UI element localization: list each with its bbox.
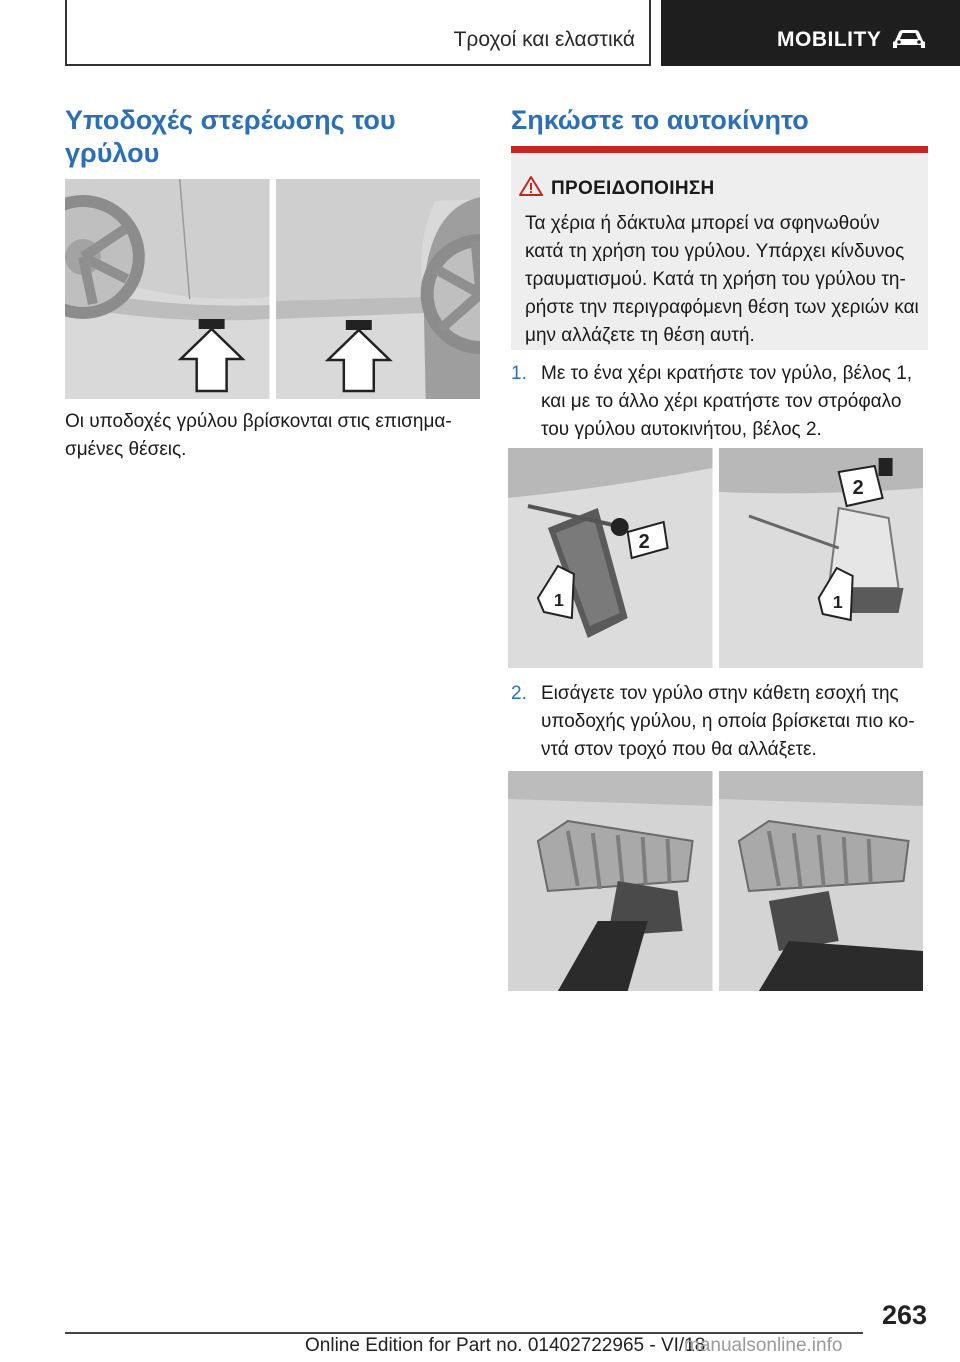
warning-text: Τα χέρια ή δάκτυλα μπορεί να σφηνωθούν κατά τη χρήση του γρύλου. Υπάρχει κίνδυνος τραυματισμού. Κατά τη χρήση του γρύλου τηρήστε την περιγραφόμενη θέση των χεριών και μην αλλάζετε τη θέση αυτή.: [525, 213, 919, 346]
hold-jack-image-left: [508, 448, 713, 668]
car-icon: [891, 27, 927, 51]
arrow-1-label: 1: [553, 589, 564, 611]
insert-jack-image-left: [508, 771, 713, 991]
chapter-tab: [65, 0, 651, 66]
step-number: 1.: [511, 363, 527, 384]
insert-jack-figure: [508, 771, 923, 991]
hold-jack-figure: [508, 448, 923, 668]
jack-point-rear-image: [276, 179, 481, 399]
arrow-2-label-right: 2: [852, 476, 864, 500]
footer-watermark: manualsonline.info: [684, 1335, 843, 1356]
arrow-2-label: 2: [638, 530, 650, 554]
jack-point-front-image: [65, 179, 270, 399]
lift-vehicle-title: Σηκώστε το αυτοκίνητο: [511, 105, 809, 135]
step-text: Με το ένα χέρι κρατήστε τον γρύλο, βέλος 1, και με το άλλο χέρι κρατήστε τον στρόφαλο του γρύλου αυτοκινήτου, βέλος 2.: [541, 363, 913, 440]
hold-jack-image-right: [719, 448, 924, 668]
section-title: MOBILITY: [777, 28, 882, 51]
jack-points-figure: [65, 179, 480, 399]
warning-heading: ΠΡΟΕΙΔΟΠΟΙΗΣΗ: [551, 178, 715, 199]
jack-points-title: Υποδοχές στερέωσης του γρύλου: [65, 105, 396, 168]
footer-edition: Online Edition for Part no. 01402722965 - VI/18: [305, 1335, 706, 1356]
jack-points-caption: Οι υποδοχές γρύλου βρίσκονται στις επισημασμένες θέσεις.: [65, 411, 452, 460]
warning-triangle-icon: [519, 175, 543, 197]
step-number: 2.: [511, 683, 527, 704]
arrow-1-label-right: 1: [832, 591, 843, 613]
insert-jack-image-right: [719, 771, 924, 991]
section-tab: [661, 0, 960, 66]
page-number: 263: [881, 1300, 927, 1330]
page-header: [0, 0, 960, 66]
chapter-title: Τροχοί και ελαστικά: [453, 28, 635, 51]
warning-box: [511, 146, 928, 350]
step-text: Εισάγετε τον γρύλο στην κάθετη εσοχή της υποδοχής γρύλου, η οποία βρίσκεται πιο κοντά στον τροχό που θα αλλάξετε.: [541, 683, 915, 760]
footer-rule: [65, 1332, 863, 1334]
